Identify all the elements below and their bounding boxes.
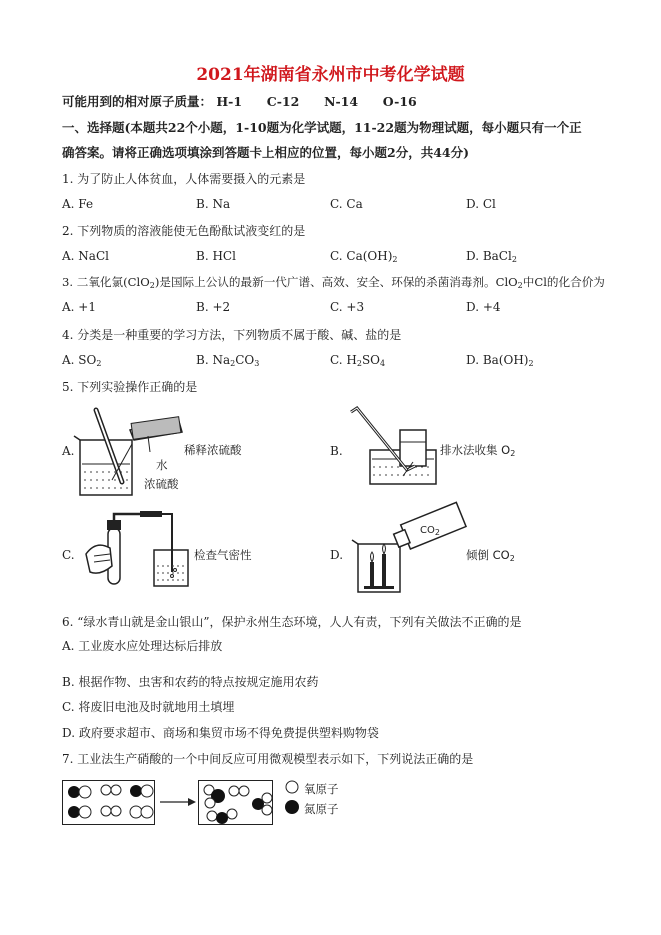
- q2-option-b: B. HCl: [196, 249, 236, 263]
- q5-c-diagram: [80, 506, 190, 591]
- q2-option-d: D. BaCl$_2$: [466, 249, 517, 264]
- q3-stem: 3. 二氧化氯(ClO$_2$)是国际上公认的最新一代广谱、高效、安全、环保的杀菌消毒剂。ClO$_2$中Cl的化合价为: [62, 275, 605, 290]
- q4-option-c: C. $H_2SO_4$: [330, 353, 386, 368]
- atomic-mass-line: [62, 92, 417, 110]
- q2-option-c: C. $Ca(OH)_2$: [330, 249, 398, 264]
- q5-d-bottle-label: $CO_2$: [420, 525, 440, 537]
- q4-option-b: B. $Na_2CO_3$: [196, 353, 260, 368]
- q5-b-diagram: [345, 404, 440, 489]
- q3-option-b: B. +2: [196, 300, 231, 314]
- q5-d-label: 倾倒 $CO_2$: [466, 548, 515, 563]
- q5-c-letter: C.: [62, 548, 75, 562]
- q6-stem: 6. “绿水青山就是金山银山”，保护永州生态环境，人人有责，下列有关做法不正确的是: [62, 615, 522, 629]
- q5-a-label: 稀释浓硫酸: [184, 443, 242, 457]
- q3-option-a: A. +1: [62, 300, 96, 314]
- section-header-line2: 确答案。请将正确选项填涂到答题卡上相应的位置，每小题2分，共44分): [62, 145, 470, 160]
- q1-option-a: A. Fe: [62, 197, 94, 211]
- atomic-mass-o: O-16: [382, 94, 417, 109]
- q5-c-label: 检查气密性: [194, 548, 252, 562]
- atomic-mass-n: N-14: [324, 94, 359, 109]
- q1-stem: 1. 为了防止人体贫血，人体需要摄入的元素是: [62, 172, 306, 186]
- q1-option-c: C. Ca: [330, 197, 363, 211]
- q5-d-diagram: [350, 508, 470, 596]
- q5-a-acid-label: 浓硫酸: [144, 477, 179, 491]
- q6-option-b: B. 根据作物、虫害和农药的特点按规定施用农药: [62, 675, 319, 689]
- q4-option-d: D. $Ba(OH)_2$: [466, 353, 534, 368]
- page-title: 2021年湖南省永州市中考化学试题: [196, 65, 465, 85]
- q5-stem: 5. 下列实验操作正确的是: [62, 380, 198, 394]
- q5-d-letter: D.: [330, 548, 344, 562]
- q5-b-letter: B.: [330, 444, 343, 458]
- q5-a-letter: A.: [62, 444, 75, 458]
- q3-option-c: C. +3: [330, 300, 365, 314]
- atomic-mass-label: 可能用到的相对原子质量：: [62, 94, 213, 109]
- q2-option-a: A. NaCl: [62, 249, 109, 263]
- q7-legend-oxygen: 氧原子: [304, 782, 339, 796]
- q1-option-b: B. Na: [196, 197, 231, 211]
- atomic-mass-c: C-12: [266, 94, 300, 109]
- section-header-line1: 一、选择题(本题共22个小题，1-10题为化学试题，11-22题为物理试题，每小题只有一个正: [62, 120, 582, 135]
- q6-option-a: A. 工业废水应处理达标后排放: [62, 639, 223, 653]
- atomic-mass-h: H-1: [216, 94, 243, 109]
- q5-b-label: 排水法收集 $O_2$: [440, 443, 516, 458]
- q5-a-water-label: 水: [156, 458, 168, 472]
- q2-stem: 2. 下列物质的溶液能使无色酚酞试液变红的是: [62, 224, 306, 238]
- q3-option-d: D. +4: [466, 300, 501, 314]
- q1-option-d: D. Cl: [466, 197, 496, 211]
- q4-option-a: A. $SO_2$: [62, 353, 102, 368]
- q4-stem: 4. 分类是一种重要的学习方法，下列物质不属于酸、碱、盐的是: [62, 328, 402, 342]
- q7-legend-nitrogen: 氮原子: [304, 802, 339, 816]
- q7-stem: 7. 工业法生产硝酸的一个中间反应可用微观模型表示如下，下列说法正确的是: [62, 752, 474, 766]
- q6-option-c: C. 将废旧电池及时就地用土填埋: [62, 700, 235, 714]
- q6-option-d: D. 政府要求超市、商场和集贸市场不得免费提供塑料购物袋: [62, 726, 379, 740]
